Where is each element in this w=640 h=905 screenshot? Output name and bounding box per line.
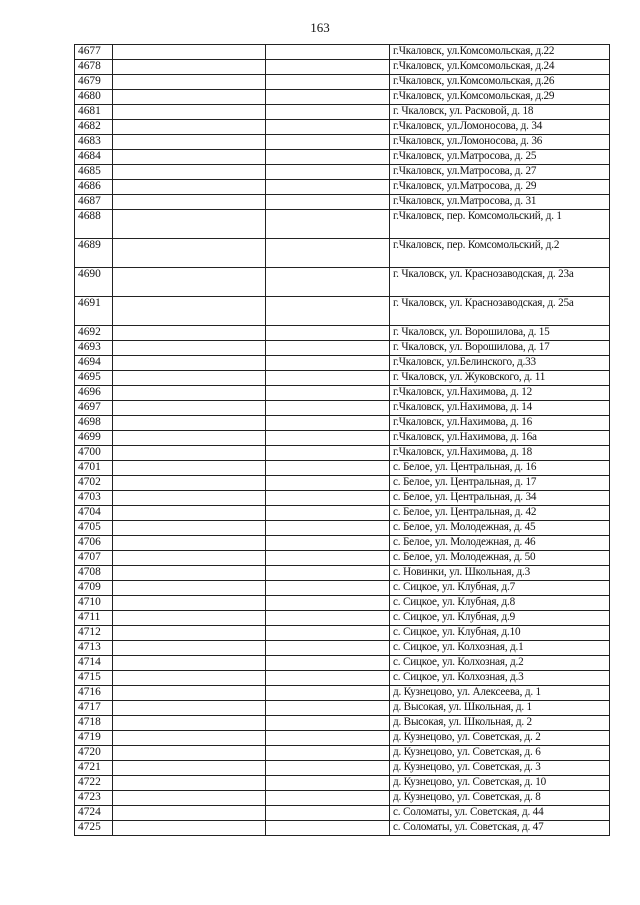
table-row	[75, 596, 610, 611]
row-number: 4687	[75, 195, 113, 210]
address-cell: д. Высокая, ул. Школьная, д. 2	[390, 716, 610, 731]
table-row	[75, 536, 610, 551]
row-number: 4699	[75, 431, 113, 446]
empty-cell	[113, 297, 266, 326]
row-number: 4677	[75, 45, 113, 60]
empty-cell	[113, 165, 266, 180]
row-number: 4694	[75, 356, 113, 371]
address-cell: г.Чкаловск, ул.Матросова, д. 27	[390, 165, 610, 180]
empty-cell	[266, 656, 390, 671]
address-cell: д. Высокая, ул. Школьная, д. 1	[390, 701, 610, 716]
row-number: 4703	[75, 491, 113, 506]
empty-cell	[266, 165, 390, 180]
row-number: 4704	[75, 506, 113, 521]
table-row	[75, 776, 610, 791]
empty-cell	[266, 626, 390, 641]
table-row	[75, 105, 610, 120]
table-row	[75, 210, 610, 239]
address-cell: г.Чкаловск, ул.Ломоносова, д. 34	[390, 120, 610, 135]
empty-cell	[113, 731, 266, 746]
empty-cell	[113, 656, 266, 671]
empty-cell	[113, 806, 266, 821]
row-number: 4679	[75, 75, 113, 90]
empty-cell	[113, 239, 266, 268]
empty-cell	[266, 90, 390, 105]
table-row	[75, 611, 610, 626]
row-number: 4683	[75, 135, 113, 150]
address-cell: д. Кузнецово, ул. Советская, д. 2	[390, 731, 610, 746]
empty-cell	[113, 371, 266, 386]
empty-cell	[113, 326, 266, 341]
empty-cell	[266, 821, 390, 836]
address-cell: с. Соломаты, ул. Советская, д. 47	[390, 821, 610, 836]
address-cell: г.Чкаловск, ул.Нахимова, д. 16а	[390, 431, 610, 446]
address-cell: г. Чкаловск, ул. Ворошилова, д. 17	[390, 341, 610, 356]
empty-cell	[113, 536, 266, 551]
empty-cell	[266, 761, 390, 776]
table-row	[75, 326, 610, 341]
table-row	[75, 239, 610, 268]
empty-cell	[113, 268, 266, 297]
address-cell: с. Сицкое, ул. Клубная, д.10	[390, 626, 610, 641]
address-cell: с. Сицкое, ул. Клубная, д.9	[390, 611, 610, 626]
table-row	[75, 581, 610, 596]
table-row	[75, 90, 610, 105]
table-row	[75, 356, 610, 371]
address-cell: г.Чкаловск, ул.Комсомольская, д.24	[390, 60, 610, 75]
table-row	[75, 641, 610, 656]
empty-cell	[113, 386, 266, 401]
address-cell: г. Чкаловск, ул. Ворошилова, д. 15	[390, 326, 610, 341]
address-cell: г.Чкаловск, ул.Матросова, д. 25	[390, 150, 610, 165]
empty-cell	[266, 416, 390, 431]
row-number: 4680	[75, 90, 113, 105]
table-row	[75, 491, 610, 506]
table-row	[75, 521, 610, 536]
empty-cell	[113, 746, 266, 761]
table-row	[75, 341, 610, 356]
address-cell: с. Белое, ул. Центральная, д. 34	[390, 491, 610, 506]
row-number: 4705	[75, 521, 113, 536]
empty-cell	[266, 195, 390, 210]
row-number: 4693	[75, 341, 113, 356]
address-cell: г.Чкаловск, ул.Комсомольская, д.29	[390, 90, 610, 105]
empty-cell	[113, 105, 266, 120]
address-cell: д. Кузнецово, ул. Советская, д. 8	[390, 791, 610, 806]
table-row	[75, 761, 610, 776]
row-number: 4721	[75, 761, 113, 776]
row-number: 4711	[75, 611, 113, 626]
empty-cell	[266, 476, 390, 491]
empty-cell	[113, 566, 266, 581]
row-number: 4684	[75, 150, 113, 165]
empty-cell	[113, 476, 266, 491]
table-row	[75, 165, 610, 180]
row-number: 4688	[75, 210, 113, 239]
address-cell: с. Белое, ул. Центральная, д. 42	[390, 506, 610, 521]
empty-cell	[113, 150, 266, 165]
address-cell: с. Белое, ул. Центральная, д. 17	[390, 476, 610, 491]
address-cell: д. Кузнецово, ул. Советская, д. 6	[390, 746, 610, 761]
empty-cell	[266, 776, 390, 791]
row-number: 4707	[75, 551, 113, 566]
table-row	[75, 60, 610, 75]
empty-cell	[266, 701, 390, 716]
address-cell: г.Чкаловск, ул.Нахимова, д. 16	[390, 416, 610, 431]
empty-cell	[113, 551, 266, 566]
empty-cell	[266, 581, 390, 596]
table-row	[75, 731, 610, 746]
table-row	[75, 75, 610, 90]
table-row	[75, 461, 610, 476]
empty-cell	[266, 210, 390, 239]
empty-cell	[113, 671, 266, 686]
table-row	[75, 371, 610, 386]
row-number: 4691	[75, 297, 113, 326]
empty-cell	[266, 461, 390, 476]
empty-cell	[266, 536, 390, 551]
table-row	[75, 821, 610, 836]
table-row	[75, 626, 610, 641]
empty-cell	[113, 761, 266, 776]
empty-cell	[113, 821, 266, 836]
row-number: 4715	[75, 671, 113, 686]
row-number: 4681	[75, 105, 113, 120]
address-cell: г.Чкаловск, пер. Комсомольский, д.2	[390, 239, 610, 268]
empty-cell	[113, 75, 266, 90]
empty-cell	[113, 716, 266, 731]
row-number: 4708	[75, 566, 113, 581]
address-cell: с. Сицкое, ул. Колхозная, д.2	[390, 656, 610, 671]
address-cell: с. Сицкое, ул. Колхозная, д.3	[390, 671, 610, 686]
empty-cell	[113, 461, 266, 476]
row-number: 4697	[75, 401, 113, 416]
table-row	[75, 806, 610, 821]
empty-cell	[266, 371, 390, 386]
row-number: 4706	[75, 536, 113, 551]
table-row	[75, 195, 610, 210]
row-number: 4678	[75, 60, 113, 75]
address-cell: с. Новинки, ул. Школьная, д.3	[390, 566, 610, 581]
row-number: 4718	[75, 716, 113, 731]
address-cell: г.Чкаловск, ул.Нахимова, д. 12	[390, 386, 610, 401]
empty-cell	[113, 491, 266, 506]
empty-cell	[266, 491, 390, 506]
row-number: 4716	[75, 686, 113, 701]
table-row	[75, 297, 610, 326]
empty-cell	[266, 75, 390, 90]
address-cell: с. Белое, ул. Молодежная, д. 50	[390, 551, 610, 566]
empty-cell	[266, 239, 390, 268]
row-number: 4690	[75, 268, 113, 297]
empty-cell	[266, 386, 390, 401]
row-number: 4700	[75, 446, 113, 461]
empty-cell	[266, 551, 390, 566]
row-number: 4698	[75, 416, 113, 431]
row-number: 4702	[75, 476, 113, 491]
empty-cell	[266, 105, 390, 120]
table-row	[75, 386, 610, 401]
empty-cell	[113, 356, 266, 371]
row-number: 4701	[75, 461, 113, 476]
table-row	[75, 268, 610, 297]
row-number: 4689	[75, 239, 113, 268]
empty-cell	[266, 326, 390, 341]
address-cell: с. Сицкое, ул. Клубная, д.8	[390, 596, 610, 611]
address-cell: г.Чкаловск, ул.Комсомольская, д.22	[390, 45, 610, 60]
empty-cell	[113, 521, 266, 536]
table-row	[75, 566, 610, 581]
address-cell: г.Чкаловск, ул.Нахимова, д. 18	[390, 446, 610, 461]
empty-cell	[113, 60, 266, 75]
table-row	[75, 686, 610, 701]
address-cell: г.Чкаловск, пер. Комсомольский, д. 1	[390, 210, 610, 239]
empty-cell	[266, 611, 390, 626]
table-row	[75, 746, 610, 761]
row-number: 4713	[75, 641, 113, 656]
row-number: 4717	[75, 701, 113, 716]
address-table	[74, 44, 610, 836]
empty-cell	[266, 806, 390, 821]
table-row	[75, 431, 610, 446]
address-cell: г. Чкаловск, ул. Краснозаводская, д. 23а	[390, 268, 610, 297]
address-cell: с. Соломаты, ул. Советская, д. 44	[390, 806, 610, 821]
empty-cell	[266, 120, 390, 135]
address-cell: с. Сицкое, ул. Колхозная, д.1	[390, 641, 610, 656]
row-number: 4709	[75, 581, 113, 596]
empty-cell	[266, 566, 390, 581]
empty-cell	[113, 45, 266, 60]
empty-cell	[266, 596, 390, 611]
empty-cell	[113, 210, 266, 239]
table-row	[75, 401, 610, 416]
address-cell: д. Кузнецово, ул. Советская, д. 3	[390, 761, 610, 776]
table-row	[75, 476, 610, 491]
empty-cell	[266, 716, 390, 731]
page-number: 163	[310, 20, 330, 35]
empty-cell	[113, 341, 266, 356]
empty-cell	[113, 701, 266, 716]
address-cell: г. Чкаловск, ул. Краснозаводская, д. 25а	[390, 297, 610, 326]
empty-cell	[113, 506, 266, 521]
empty-cell	[266, 135, 390, 150]
empty-cell	[113, 596, 266, 611]
row-number: 4685	[75, 165, 113, 180]
address-cell: г. Чкаловск, ул. Жуковского, д. 11	[390, 371, 610, 386]
address-cell: г. Чкаловск, ул. Расковой, д. 18	[390, 105, 610, 120]
address-cell: г.Чкаловск, ул.Белинского, д.33	[390, 356, 610, 371]
empty-cell	[266, 731, 390, 746]
empty-cell	[113, 135, 266, 150]
empty-cell	[113, 791, 266, 806]
empty-cell	[113, 195, 266, 210]
table-row	[75, 446, 610, 461]
table-row	[75, 656, 610, 671]
address-cell: г.Чкаловск, ул.Комсомольская, д.26	[390, 75, 610, 90]
empty-cell	[266, 356, 390, 371]
row-number: 4714	[75, 656, 113, 671]
empty-cell	[113, 431, 266, 446]
address-cell: с. Белое, ул. Молодежная, д. 45	[390, 521, 610, 536]
empty-cell	[266, 268, 390, 297]
row-number: 4696	[75, 386, 113, 401]
table-body	[75, 45, 610, 836]
empty-cell	[266, 297, 390, 326]
empty-cell	[266, 60, 390, 75]
empty-cell	[266, 521, 390, 536]
empty-cell	[266, 446, 390, 461]
empty-cell	[266, 641, 390, 656]
empty-cell	[266, 671, 390, 686]
empty-cell	[266, 506, 390, 521]
row-number: 4725	[75, 821, 113, 836]
table-row	[75, 506, 610, 521]
empty-cell	[113, 120, 266, 135]
row-number: 4720	[75, 746, 113, 761]
row-number: 4719	[75, 731, 113, 746]
empty-cell	[113, 626, 266, 641]
table-row	[75, 416, 610, 431]
address-cell: г.Чкаловск, ул.Нахимова, д. 14	[390, 401, 610, 416]
address-cell: с. Сицкое, ул. Клубная, д.7	[390, 581, 610, 596]
empty-cell	[266, 431, 390, 446]
table-row	[75, 135, 610, 150]
row-number: 4710	[75, 596, 113, 611]
address-cell: г.Чкаловск, ул.Ломоносова, д. 36	[390, 135, 610, 150]
empty-cell	[113, 641, 266, 656]
empty-cell	[113, 611, 266, 626]
empty-cell	[266, 150, 390, 165]
empty-cell	[266, 45, 390, 60]
table-row	[75, 180, 610, 195]
table-row	[75, 150, 610, 165]
row-number: 4692	[75, 326, 113, 341]
table-row	[75, 551, 610, 566]
row-number: 4686	[75, 180, 113, 195]
empty-cell	[266, 791, 390, 806]
row-number: 4695	[75, 371, 113, 386]
address-cell: г.Чкаловск, ул.Матросова, д. 29	[390, 180, 610, 195]
address-cell: д. Кузнецово, ул. Алексеева, д. 1	[390, 686, 610, 701]
table-row	[75, 701, 610, 716]
table-row	[75, 671, 610, 686]
empty-cell	[113, 446, 266, 461]
empty-cell	[113, 401, 266, 416]
address-cell: д. Кузнецово, ул. Советская, д. 10	[390, 776, 610, 791]
empty-cell	[266, 686, 390, 701]
empty-cell	[266, 401, 390, 416]
empty-cell	[113, 581, 266, 596]
empty-cell	[113, 90, 266, 105]
empty-cell	[113, 416, 266, 431]
row-number: 4722	[75, 776, 113, 791]
table-row	[75, 120, 610, 135]
row-number: 4712	[75, 626, 113, 641]
address-cell: г.Чкаловск, ул.Матросова, д. 31	[390, 195, 610, 210]
row-number: 4723	[75, 791, 113, 806]
row-number: 4682	[75, 120, 113, 135]
address-cell: с. Белое, ул. Молодежная, д. 46	[390, 536, 610, 551]
empty-cell	[266, 341, 390, 356]
address-cell: с. Белое, ул. Центральная, д. 16	[390, 461, 610, 476]
row-number: 4724	[75, 806, 113, 821]
table-row	[75, 45, 610, 60]
empty-cell	[113, 180, 266, 195]
empty-cell	[113, 776, 266, 791]
table-row	[75, 716, 610, 731]
table-row	[75, 791, 610, 806]
empty-cell	[113, 686, 266, 701]
empty-cell	[266, 180, 390, 195]
empty-cell	[266, 746, 390, 761]
